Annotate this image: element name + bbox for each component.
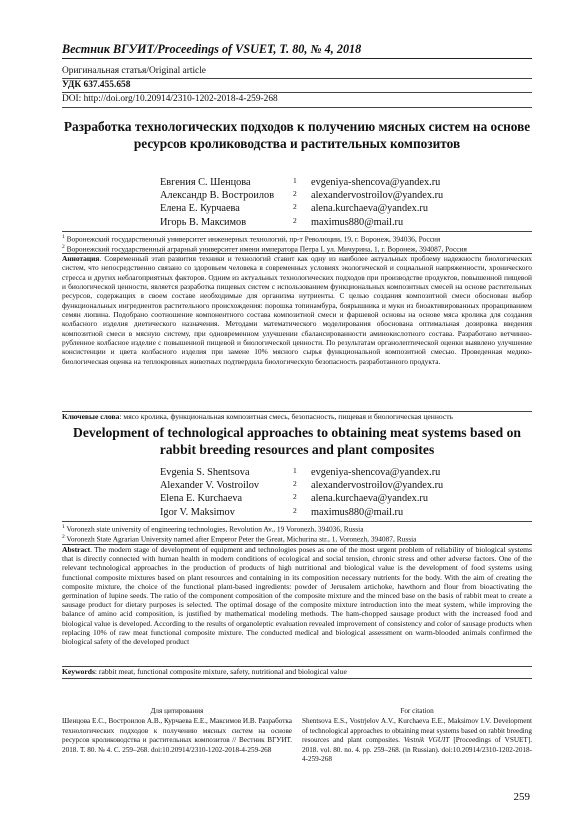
ru-abstract — [62, 254, 532, 410]
author-row — [160, 189, 451, 202]
author-affiliation-mark: 2 — [293, 202, 297, 212]
author-name: Alexander V. Vostroilov — [160, 480, 260, 492]
author-name: Евгения С. Шенцова — [160, 177, 251, 188]
citation-text: [Proceedings of VSUET]. 2018. vol. 80. no. 4. pp. 259–268. (in Russian). doi:10.20914/2310-1202-2018-4-259-268 — [302, 736, 532, 763]
author-email[interactable]: maximus880@mail.ru — [311, 506, 404, 518]
keywords-label: Keywords — [62, 667, 95, 676]
keywords-label: Ключевые слова — [62, 412, 120, 421]
rule — [62, 78, 532, 79]
rule — [62, 107, 532, 108]
en-affiliation-2 — [62, 533, 532, 544]
author-affiliation-mark: 2 — [293, 215, 297, 225]
rule — [62, 92, 532, 93]
affiliation-text: Voronezh State Agrarian University named after Emperor Peter the Great, Michurina str., 1, Voronezh, 394087, Russia — [66, 534, 417, 544]
author-email[interactable]: evgeniya-shencova@yandex.ru — [311, 177, 441, 188]
page-number: 259 — [513, 791, 530, 803]
affiliation-text: Воронежский государственный университет инженерных технологий, пр-т Революции, 19, г. Воронеж, 394036, Россия — [66, 234, 441, 244]
rule — [62, 231, 532, 232]
author-name: Александр В. Востроилов — [160, 190, 275, 202]
journal-header: Вестник ВГУИТ/Proceedings of VSUET, Т. 80, № 4, 2018 — [62, 42, 362, 56]
author-email[interactable]: alexandervostroilov@yandex.ru — [311, 190, 444, 202]
ru-authors — [160, 176, 451, 229]
keywords-text: : мясо кролика, функциональная композитная смесь, безопасность, пищевая и биологическая ценность — [119, 412, 454, 421]
en-citation-text — [302, 717, 532, 765]
author-row — [160, 479, 451, 492]
author-email[interactable]: alexandervostroilov@yandex.ru — [311, 480, 444, 492]
author-row — [160, 216, 451, 229]
header-rule — [62, 58, 532, 59]
author-email[interactable]: evgeniya-shencova@yandex.ru — [311, 467, 441, 478]
ru-citation-text: Шенцова Е.С., Востроилов А.В., Курчаева Е.Е., Максимов И.В. Разработка технологических подходов к получению мясных систем на основе ресурсов кролиководства и растительных композитов // Вестник ВГУИТ. 2018. Т. 80. № 4. С. 259–268. doi:10.20914/2310-1202-2018-4-259-268 — [62, 717, 292, 754]
author-row — [160, 506, 451, 519]
affiliation-text: Voronezh state university of engineering technologies, Revolution Av., 19 Voronezh, 394036, Russia — [66, 524, 364, 534]
author-email[interactable]: alena.kurchaeva@yandex.ru — [311, 493, 428, 505]
author-name: Елена Е. Курчаева — [160, 203, 240, 215]
author-affiliation-mark: 1 — [293, 466, 297, 475]
author-row — [160, 176, 451, 189]
en-title: Development of technological approaches to obtaining meat systems based on rabbit breeding resources and plant composites — [73, 425, 521, 457]
author-row — [160, 466, 451, 479]
abstract-text: . Современный этап развития техники и технологий ставит как одну из наиболее актуальных проблему надежности биологических систем, что непосредственно связано со здоровьем человека в современных условиях экологической и социальной напряженности, хронического стресса и других неблагоприятных факторов. Одним из актуальных технологических подходов при производстве продуктов, повышенной пищевой и биологической ценности, является разработка пищевых систем с использованием функциональных композитных смесей на основе растительных ресурсов, содержащих в своем составе необходимые для организма нутриенты. С целью создания композитной смеси обоснован выбор функциональных ингредиентов растительного происхождения: порошка топинамбура, боярышника и муки из биоактивированных проращиванием семян люпина. Подобрано соотношение компонентного состава композитной смеси и фаршевой основы на основе мяса кролика для создания колбасного изделия диетического назначения. Методами математического моделирования обоснована оптимальная дозировка введения композитной смеси в мясную систему, при одновременном улучшении сбалансированности аминокислотного состава. Разработано ветчинно-рубленное колбасное изделие с повышенной пищевой и биологической ценности. По результатам органолептической оценки выявлено улучшение консистенции и цвета колбасного изделия при замене 10% мясного сырья функциональной композитной смесью. Проведенная медико-биологическая оценка на теплокровных животных подтвердила биологическую безопасность разработанного продукта. — [62, 254, 532, 366]
article-type: Оригинальная статья/Original article — [62, 66, 206, 76]
ru-title: Разработка технологических подходов к получению мясных систем на основе ресурсов кролиководства и растительных композитов — [63, 119, 531, 151]
author-row — [160, 202, 451, 215]
abstract-text: . The modern stage of development of equipment and technologies poses as one of the most urgent problem of reliability of biological systems that is directly connected with human health in modern conditions of ecological and social tension, chronic stress and other adverse factors. One of the relevant technological approaches in the production of products of high nutritional and biological value is the development of food systems using functional composite mixtures based on plant resources and containing in its composition necessary nutrients for the body. With the aim of creating the composite mixture, the choice of the functional plant-based ingredients: powder of Jerusalem artichoke, hawthorn and flour from bioactivating the germination of lupine seeds. The ratio of the component composition of the composite mixture and the minced base on the basis of rabbit meat to create a sausage product for dietary purposes is selected. The optimal dosage of the composite mixture introduction into the meat system, while improving the balance of amino acid composition, is justified by mathematical modeling methods. The ham-chopped sausage product with the increased food and biological value is developed. According to the results of organoleptic evaluation revealed improvement of consistency and color of sausage products when replacing 10% of raw meat functional composite mixture. The conducted medical and biological assessment on warm-blooded animals confirmed the biological safety of the developed product — [62, 545, 532, 647]
affiliation-text: Воронежский государственный аграрный университет имени императора Петра I, ул. Мичурина, 1, г. Воронеж, 394087, Россия — [66, 244, 467, 254]
ru-citation-heading: Для цитирования — [150, 707, 204, 715]
en-authors — [160, 466, 451, 519]
udk: УДК 637.455.658 — [62, 80, 131, 90]
affiliation-mark: 1 — [62, 524, 65, 530]
author-email[interactable]: alena.kurchaeva@yandex.ru — [311, 203, 428, 215]
en-keywords — [62, 667, 532, 676]
abstract-label: Abstract — [62, 545, 91, 554]
author-name: Elena E. Kurchaeva — [160, 493, 243, 505]
author-affiliation-mark: 2 — [293, 492, 297, 502]
author-affiliation-mark: 1 — [293, 176, 297, 185]
author-name: Igor V. Maksimov — [160, 506, 235, 518]
rule — [62, 678, 532, 679]
author-affiliation-mark: 2 — [293, 189, 297, 199]
ru-keywords — [62, 412, 532, 421]
abstract-label: Аннотация — [62, 254, 100, 263]
author-email[interactable]: maximus880@mail.ru — [311, 216, 404, 228]
author-row — [160, 492, 451, 505]
affiliation-mark: 2 — [62, 534, 65, 540]
rule — [62, 521, 532, 522]
affiliation-mark: 2 — [62, 244, 65, 250]
author-affiliation-mark: 2 — [293, 505, 297, 515]
author-name: Evgenia S. Shentsova — [160, 467, 250, 478]
doi: DOI: http://doi.org/10.20914/2310-1202-2018-4-259-268 — [62, 94, 278, 104]
author-name: Игорь В. Максимов — [160, 216, 247, 228]
citation-journal: Vestnik VGUIT — [403, 736, 450, 744]
keywords-text: : rabbit meat, functional composite mixture, safety, nutritional and biological value — [94, 667, 347, 676]
citation-text: Shentsova E.S., Vostrjelov A.V., Kurchaeva E.E., Maksimov I.V. Development of technological approaches to obtaining meat systems based on rabbit breeding resources and plant composites. — [302, 717, 532, 744]
en-citation-heading: For citation — [400, 707, 434, 715]
author-affiliation-mark: 2 — [293, 479, 297, 489]
en-abstract — [62, 545, 532, 665]
affiliation-mark: 1 — [62, 234, 65, 240]
